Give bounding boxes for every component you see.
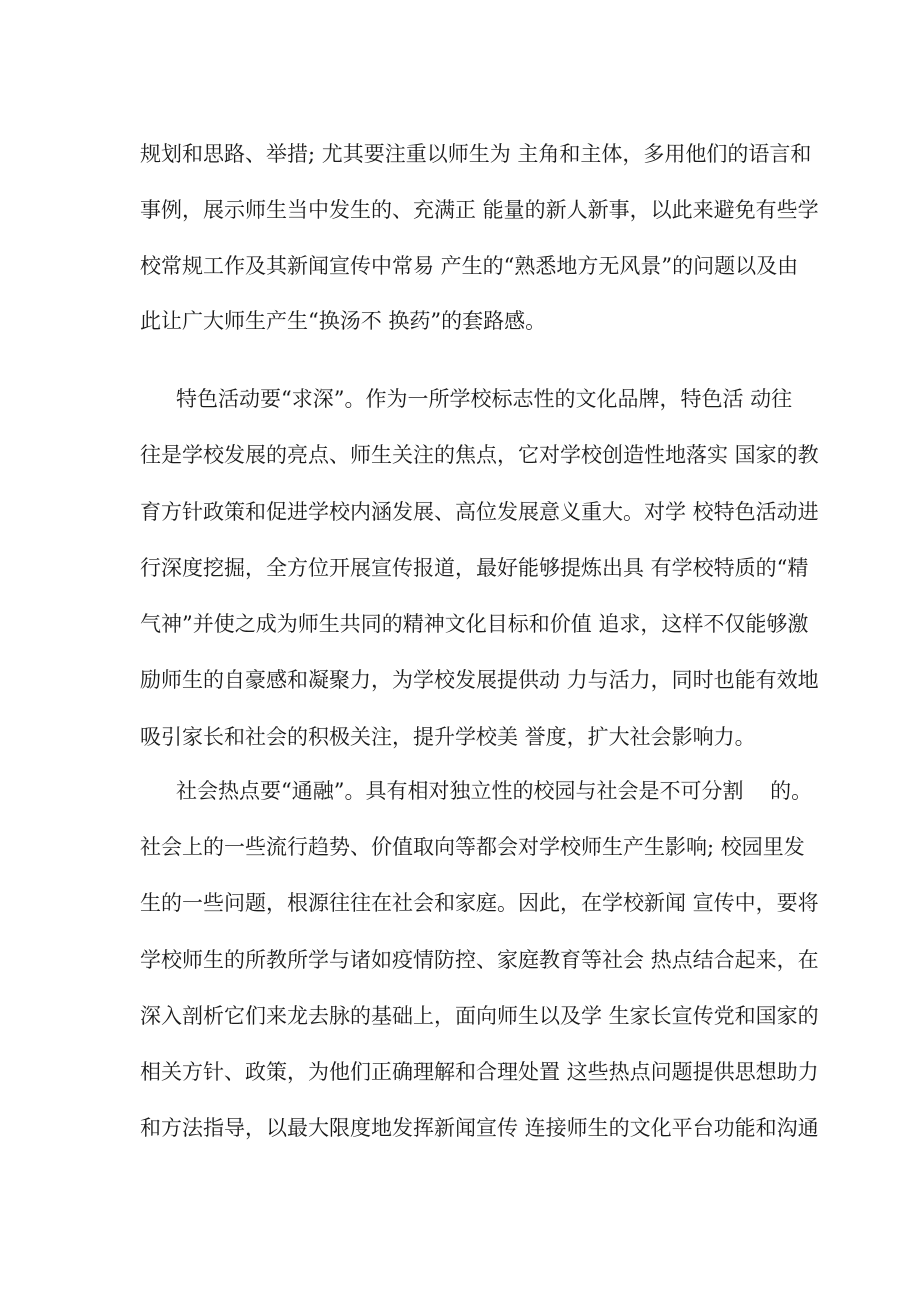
paragraph-line: 学校师生的所教所学与诸如疫情防控、家庭教育等社会 热点结合起来，在 bbox=[140, 948, 819, 972]
paragraph-line: 社会上的一些流行趋势、价值取向等都会对学校师生产生影响; 校园里发 bbox=[140, 835, 805, 859]
paragraph-line: 吸引家长和社会的积极关注，提升学校美 誉度，扩大社会影响力。 bbox=[140, 725, 756, 749]
paragraph-line: 行深度挖掘，全方位开展宣传报道，最好能够提炼出具 有学校特质的“精 bbox=[140, 556, 809, 580]
paragraph-line: 往是学校发展的亮点、师生关注的焦点，它对学校创造性地落实 国家的教 bbox=[140, 443, 819, 467]
paragraph-line: 和方法指导，以最大限度地发挥新闻宣传 连接师生的文化平台功能和沟通 bbox=[140, 1116, 819, 1140]
paragraph-3 bbox=[140, 776, 819, 1140]
paragraph-2 bbox=[140, 384, 819, 749]
paragraph-line: 生的一些问题，根源往往在社会和家庭。因此，在学校新闻 宣传中，要将 bbox=[140, 891, 819, 915]
paragraph-line: 校常规工作及其新闻宣传中常易 产生的“熟悉地方无风景”的问题以及由 bbox=[140, 254, 799, 278]
paragraph-line: 社会热点要“通融”。具有相对独立性的校园与社会是不可分割 的。 bbox=[176, 779, 813, 803]
paragraph-line: 励师生的自豪感和凝聚力，为学校发展提供动 力与活力，同时也能有效地 bbox=[140, 668, 819, 692]
paragraph-line: 特色活动要“求深”。作为一所学校标志性的文化品牌，特色活 动往 bbox=[176, 387, 793, 411]
paragraph-line: 相关方针、政策，为他们正确理解和合理处置 这些热点问题提供思想助力 bbox=[140, 1060, 819, 1084]
paragraph-line: 深入剖析它们来龙去脉的基础上，面向师生以及学 生家长宣传党和国家的 bbox=[140, 1004, 819, 1028]
paragraph-line: 事例，展示师生当中发生的、充满正 能量的新人新事，以此来避免有些学 bbox=[140, 198, 819, 222]
paragraph-line: 育方针政策和促进学校内涵发展、高位发展意义重大。对学 校特色活动进 bbox=[140, 500, 819, 524]
paragraph-line: 此让广大师生产生“换汤不 换药”的套路感。 bbox=[140, 309, 547, 333]
paragraph-1 bbox=[140, 139, 819, 333]
paragraph-line: 气神”并使之成为师生共同的精神文化目标和价值 追求，这样不仅能够激 bbox=[140, 612, 809, 636]
paragraph-line: 规划和思路、举措; 尤其要注重以师生为 主角和主体，多用他们的语言和 bbox=[140, 142, 812, 166]
